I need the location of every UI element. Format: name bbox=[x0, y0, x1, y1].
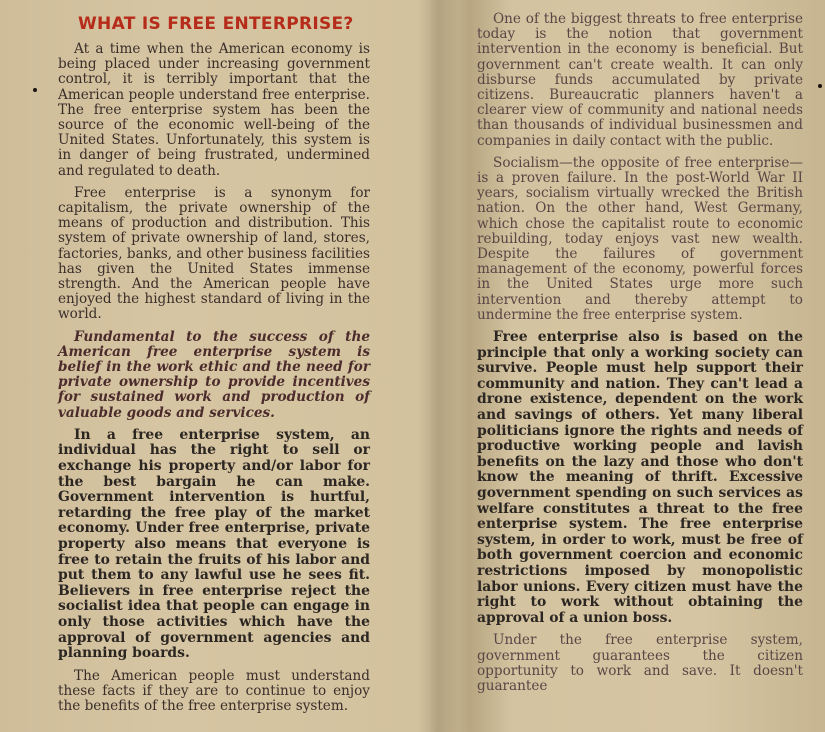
paragraph: One of the biggest threats to free enterprise today is the notion that government intervention in the economy is beneficial. But government can't create wealth. It can only disburse funds accumulated by private citizens. Bureaucratic planners haven't a clearer view of community and national needs than thousands of individual businessmen and companies in daily contact with the public. bbox=[477, 11, 803, 149]
page-fold bbox=[418, 0, 458, 732]
right-page bbox=[477, 12, 803, 701]
bold-paragraph: In a free enterprise system, an individual has the right to sell or exchange his property and/or labor for the best bargain he can make. Government intervention is hurtful, retarding the free play of the market economy. Under free enterprise, private property also means that everyone is free to retain the fruits of his labor and put them to any lawful use he sees fit. Believers in free enterprise reject the socialist idea that people can engage in only those activities which have the approval of government agencies and planning boards. bbox=[58, 426, 370, 662]
paragraph: The American people must understand these facts if they are to continue to enjoy the benefits of the free enterprise system. bbox=[58, 667, 370, 715]
paragraph: Under the free enterprise system, government guarantees the citizen opportunity to work and save. It doesn't guarantee bbox=[477, 632, 803, 694]
bold-paragraph: Free enterprise also is based on the principle that only a working society can survive. People must help support their community and nation. They can't lead a drone existence, dependent on the work and savings of others. Yet many liberal politicians ignore the rights and needs of productive working people and lavish benefits on the lazy and those who don't know the meaning of thrift. Excessive government spending on such services as welfare constitutes a threat to the free enterprise system. The free enterprise system, in order to work, must be free of both government coercion and economic restrictions imposed by monopolistic labor unions. Every citizen must have the right to work without obtaining the approval of a union boss. bbox=[477, 329, 803, 626]
ink-speck bbox=[33, 88, 37, 92]
paragraph: Free enterprise is a synonym for capitalism, the private ownership of the means of production and distribution. This system of private ownership of land, stores, factories, banks, and other business facilities has given the United States immense strength. And the American people have enjoyed the highest standard of living in the world. bbox=[58, 184, 370, 323]
left-page bbox=[58, 14, 370, 721]
ink-speck bbox=[818, 84, 822, 88]
paragraph: Socialism—the opposite of free enterprise—is a proven failure. In the post-World War II years, socialism virtually wrecked the British nation. On the other hand, West Germany, which chose the capitalist route to economic rebuilding, today enjoys vast new wealth. Despite the failures of government management of the economy, powerful forces in the United States urge more such intervention and thereby attempt to undermine the free enterprise system. bbox=[477, 154, 803, 323]
paragraph: At a time when the American economy is being placed under increasing government control, it is terribly important that the American people understand free enterprise. The free enterprise system has been the source of the economic well-being of the United States. Unfortunately, this system is in danger of being frustrated, undermined and regulated to death. bbox=[58, 41, 370, 179]
emphasis-paragraph: Fundamental to the success of the American free enterprise system is belief in the work ethic and the need for private ownership to provide incentives for sustained work and production of valuable goods and services. bbox=[58, 328, 370, 421]
page-title: WHAT IS FREE ENTERPRISE? bbox=[78, 14, 354, 34]
